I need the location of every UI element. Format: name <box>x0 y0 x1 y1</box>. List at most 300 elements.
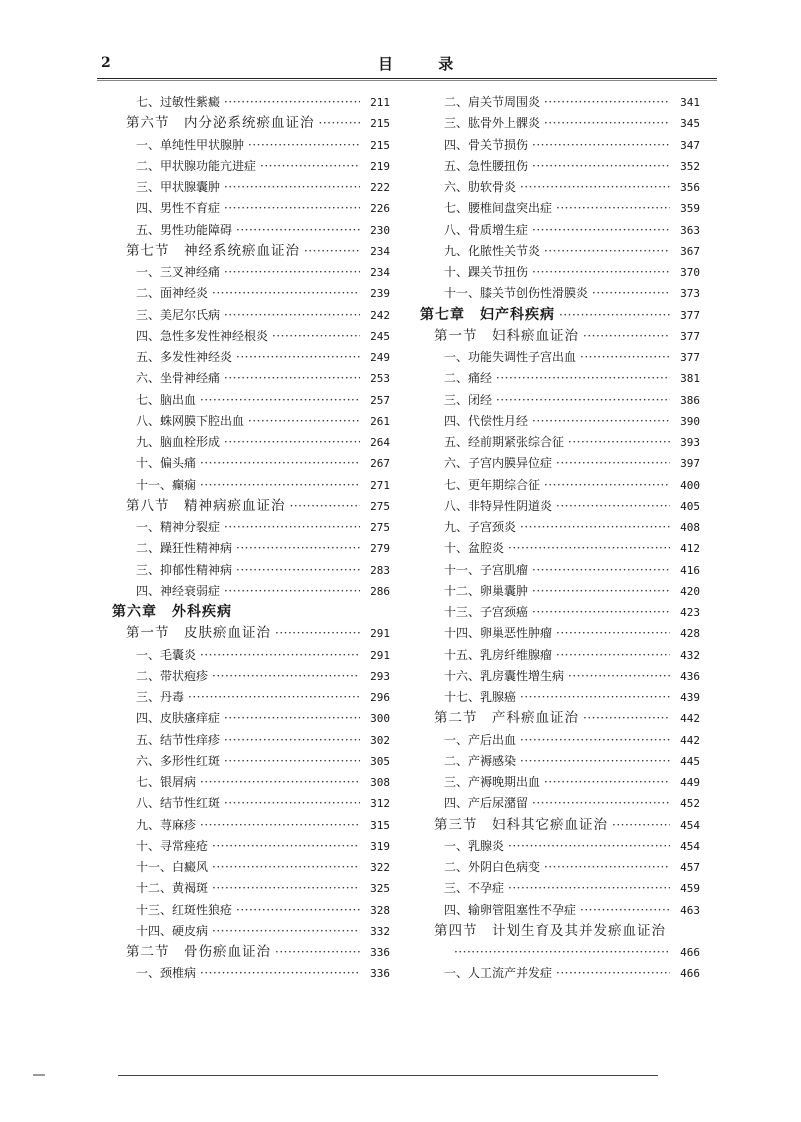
toc-entry-page: 442 <box>680 733 700 747</box>
toc-entry-page: 328 <box>370 903 390 917</box>
toc-section <box>434 710 700 727</box>
toc-entry-title: 三、抑郁性精神病 <box>136 562 233 577</box>
leader-dots <box>188 689 360 705</box>
leader-dots <box>275 625 360 641</box>
toc-entry-page: 367 <box>680 244 700 258</box>
toc-entry-title: 七、更年期综合征 <box>444 477 541 492</box>
toc-entry <box>136 328 390 345</box>
toc-entry-page: 291 <box>370 627 390 641</box>
toc-entry-page: 442 <box>680 712 700 726</box>
toc-entry-title: 三、产褥晚期出血 <box>444 775 541 789</box>
toc-entry <box>444 965 700 982</box>
toc-entry <box>444 498 700 515</box>
toc-entry <box>136 753 390 770</box>
toc-entry-title: 六、多形性红斑 <box>136 753 221 768</box>
leader-dots <box>556 200 670 216</box>
toc-entry <box>136 902 390 919</box>
toc-entry-title: 十二、黄褐斑 <box>136 881 209 896</box>
toc-entry <box>136 838 390 855</box>
toc-entry <box>136 859 390 876</box>
toc-entry-title: 一、单纯性甲状腺肿 <box>136 137 245 152</box>
toc-entry <box>136 668 390 685</box>
toc-entry-title: 十三、红斑性狼疮 <box>136 902 233 917</box>
toc-entry-title: 七、腰椎间盘突出症 <box>444 201 553 216</box>
toc-entry-page: 300 <box>370 712 390 726</box>
toc-entry-title: 十二、卵巢囊肿 <box>444 583 529 598</box>
toc-entry <box>444 795 700 812</box>
toc-entry-title: 二、痛经 <box>444 371 493 386</box>
toc-entry <box>444 243 700 260</box>
leader-dots <box>248 137 360 153</box>
leader-dots <box>520 689 670 705</box>
toc-entry <box>136 732 390 749</box>
header-rule <box>97 78 717 79</box>
toc-entry-page: 242 <box>370 308 390 322</box>
toc-entry <box>136 689 390 706</box>
toc-entry-title: 第六节 内分泌系统瘀血证治 <box>126 115 315 132</box>
toc-entry <box>136 285 390 302</box>
toc-entry-page: 239 <box>370 287 390 301</box>
toc-entry-title: 四、神经衰弱症 <box>136 583 221 598</box>
toc-entry-page: 454 <box>680 818 700 832</box>
leader-dots <box>532 413 670 429</box>
toc-entry-page: 215 <box>370 138 390 152</box>
toc-entry-page: 405 <box>680 499 700 513</box>
toc-entry-page: 463 <box>680 903 700 917</box>
toc-entry-title: 十六、乳房囊性增生病 <box>444 668 565 683</box>
toc-entry-page: 466 <box>680 967 700 981</box>
toc-entry-title: 第一节 皮肤瘀血证治 <box>126 625 271 642</box>
leader-dots <box>224 264 360 280</box>
toc-entry-title: 第二节 骨伤瘀血证治 <box>126 944 271 960</box>
toc-entry-page: 219 <box>370 159 390 173</box>
page-title: 目 录 <box>378 55 474 73</box>
leader-dots <box>520 519 670 535</box>
toc-entry-title: 七、银屑病 <box>136 775 197 789</box>
toc-entry-page: 408 <box>680 521 700 534</box>
toc-entry <box>444 647 700 664</box>
leader-dots <box>224 94 360 110</box>
toc-entry <box>444 880 700 897</box>
toc-entry-title: 八、非特异性阴道炎 <box>444 498 553 513</box>
toc-entry-page: 222 <box>370 181 390 194</box>
toc-chapter <box>420 307 700 324</box>
toc-entry-page: 452 <box>680 797 700 811</box>
toc-entry <box>450 944 700 961</box>
toc-entry <box>444 285 700 302</box>
toc-entry-title: 一、功能失调性子宫出血 <box>444 350 577 364</box>
toc-entry-title: 十一、子宫肌瘤 <box>444 562 529 577</box>
toc-section <box>434 817 700 834</box>
toc-section <box>126 115 390 132</box>
leader-dots <box>236 222 360 238</box>
toc-entry <box>136 519 390 536</box>
toc-entry-title: 十四、硬皮病 <box>136 923 209 938</box>
toc-entry-page: 264 <box>370 436 390 449</box>
toc-entry-page: 261 <box>370 414 390 428</box>
toc-chapter <box>112 604 390 620</box>
toc-entry-page: 377 <box>680 308 700 322</box>
toc-entry-page: 253 <box>370 372 390 386</box>
leader-dots <box>544 115 670 131</box>
toc-entry <box>444 732 700 749</box>
leader-dots <box>454 944 670 960</box>
toc-entry <box>444 774 700 791</box>
footer-rule <box>118 1075 658 1076</box>
leader-dots <box>200 647 360 663</box>
toc-entry-page: 296 <box>370 691 390 704</box>
toc-entry <box>444 668 700 685</box>
toc-entry <box>444 200 700 217</box>
leader-dots <box>200 477 360 493</box>
toc-entry-page: 283 <box>370 563 390 577</box>
header-rule-secondary <box>97 80 717 81</box>
toc-entry-page: 293 <box>370 669 390 683</box>
toc-entry-page: 356 <box>680 181 700 194</box>
toc-section <box>126 625 390 642</box>
toc-entry-page: 319 <box>370 839 390 853</box>
toc-entry-page: 249 <box>370 351 390 364</box>
toc-entry-page: 457 <box>680 861 700 874</box>
leader-dots <box>556 625 670 641</box>
toc-entry-title: 八、蛛网膜下腔出血 <box>136 413 245 428</box>
toc-entry-title: 四、产后尿潴留 <box>444 796 529 811</box>
toc-entry <box>444 434 700 451</box>
toc-entry-page: 381 <box>680 372 700 386</box>
toc-entry <box>136 94 390 111</box>
toc-entry-title: 第三节 妇科其它瘀血证治 <box>434 816 608 833</box>
toc-entry <box>444 349 700 366</box>
toc-entry-page: 230 <box>370 223 390 237</box>
toc-entry-title: 第一节 妇科瘀血证治 <box>434 327 579 344</box>
toc-entry-title: 二、甲状腺功能亢进症 <box>136 158 257 173</box>
toc-entry-page: 305 <box>370 754 390 768</box>
leader-dots <box>580 902 670 918</box>
toc-entry-page: 325 <box>370 882 390 896</box>
toc-entry-title: 六、子宫内膜异位症 <box>444 456 553 471</box>
toc-entry <box>444 455 700 472</box>
toc-entry-page: 454 <box>680 839 700 853</box>
toc-entry <box>444 222 700 239</box>
leader-dots <box>275 944 360 960</box>
leader-dots <box>224 307 360 323</box>
toc-entry <box>444 625 700 642</box>
toc-entry-page: 359 <box>680 202 700 216</box>
leader-dots <box>212 923 360 939</box>
leader-dots <box>583 328 670 344</box>
toc-entry-title: 第七节 神经系统瘀血证治 <box>126 242 300 259</box>
toc-entry-title: 八、结节性红斑 <box>136 796 221 811</box>
leader-dots <box>544 94 670 110</box>
leader-dots <box>224 753 360 769</box>
toc-entry-title: 第八节 精神病瘀血证治 <box>126 497 286 514</box>
toc-entry <box>136 562 390 579</box>
leader-dots <box>224 583 360 599</box>
toc-entry <box>136 158 390 175</box>
leader-dots <box>532 264 670 280</box>
leader-dots <box>200 774 360 790</box>
toc-entry <box>444 540 700 557</box>
leader-dots <box>520 753 670 769</box>
toc-entry-title: 一、精神分裂症 <box>136 520 221 534</box>
toc-entry-title: 九、子宫颈炎 <box>444 520 517 534</box>
footer-mark <box>33 1074 45 1076</box>
toc-entry-title: 九、脑血栓形成 <box>136 435 221 449</box>
toc-entry <box>136 540 390 557</box>
leader-dots <box>532 222 670 238</box>
toc-entry-page: 459 <box>680 882 700 896</box>
toc-entry-page: 341 <box>680 96 700 109</box>
leader-dots <box>236 562 360 578</box>
leader-dots <box>224 710 360 726</box>
leader-dots <box>532 562 670 578</box>
toc-entry-title: 八、骨质增生症 <box>444 222 529 237</box>
leader-dots <box>508 540 670 556</box>
toc-entry-title: 四、皮肤瘙痒症 <box>136 711 221 726</box>
toc-entry-title: 十一、膝关节创伤性滑膜炎 <box>444 286 589 301</box>
toc-entry <box>444 158 700 175</box>
leader-dots <box>496 370 670 386</box>
toc-entry <box>444 392 700 409</box>
toc-entry-title: 五、男性功能障碍 <box>136 222 233 237</box>
toc-entry-page: 271 <box>370 478 390 492</box>
toc-entry-title: 五、经前期紧张综合征 <box>444 435 565 449</box>
toc-entry-title: 十一、白癜风 <box>136 860 209 874</box>
toc-entry-title: 第四节 计划生育及其并发瘀血证治 <box>434 922 666 939</box>
leader-dots <box>559 307 670 323</box>
toc-entry <box>444 137 700 154</box>
toc-entry-page: 211 <box>370 96 390 109</box>
leader-dots <box>532 583 670 599</box>
toc-entry <box>444 859 700 876</box>
toc-entry-page: 400 <box>680 478 700 492</box>
toc-entry-title: 十四、卵巢恶性肿瘤 <box>444 626 553 641</box>
leader-dots <box>532 604 670 620</box>
toc-entry-title: 一、三叉神经痛 <box>136 265 221 279</box>
toc-entry-page: 336 <box>370 967 390 981</box>
toc-entry-title: 九、化脓性关节炎 <box>444 243 541 258</box>
leader-dots <box>236 540 360 556</box>
toc-entry-title: 十三、子宫颈癌 <box>444 605 529 619</box>
toc-entry-page: 267 <box>370 457 390 471</box>
toc-entry-page: 428 <box>680 627 700 641</box>
toc-entry-page: 275 <box>370 499 390 513</box>
leader-dots <box>556 965 670 981</box>
toc-entry <box>136 137 390 154</box>
leader-dots <box>212 859 360 875</box>
leader-dots <box>556 455 670 471</box>
toc-entry-page: 390 <box>680 414 700 428</box>
toc-entry <box>136 413 390 430</box>
leader-dots <box>224 732 360 748</box>
toc-entry-page: 245 <box>370 329 390 343</box>
leader-dots <box>200 965 360 981</box>
toc-entry-page: 397 <box>680 457 700 471</box>
leader-dots <box>532 795 670 811</box>
leader-dots <box>319 115 361 131</box>
toc-entry-title: 第七章 妇产科疾病 <box>420 306 555 323</box>
toc-entry <box>136 370 390 387</box>
toc-entry-title: 七、脑出血 <box>136 392 197 407</box>
toc-entry-title: 三、甲状腺囊肿 <box>136 180 221 194</box>
toc-entry <box>444 477 700 494</box>
toc-entry-page: 215 <box>370 117 390 131</box>
leader-dots <box>580 349 670 365</box>
toc-entry <box>444 604 700 621</box>
leader-dots <box>212 668 360 684</box>
toc-entry <box>136 965 390 982</box>
toc-entry-title: 七、过敏性紫癜 <box>136 95 221 109</box>
toc-entry <box>444 583 700 600</box>
leader-dots <box>224 434 360 450</box>
toc-entry <box>136 392 390 409</box>
toc-entry <box>444 519 700 536</box>
toc-entry-page: 279 <box>370 542 390 556</box>
toc-entry-title: 第六章 外科疾病 <box>112 604 232 620</box>
toc-entry <box>444 689 700 706</box>
page-number: 2 <box>101 55 111 71</box>
toc-entry <box>136 774 390 791</box>
leader-dots <box>224 795 360 811</box>
toc-entry-title: 九、荨麻疹 <box>136 817 197 832</box>
toc-entry <box>136 349 390 366</box>
leader-dots <box>520 732 670 748</box>
toc-entry-title: 二、面神经炎 <box>136 286 209 301</box>
toc-entry-title: 五、急性腰扭伤 <box>444 158 529 173</box>
toc-entry-page: 412 <box>680 542 700 556</box>
leader-dots <box>520 179 670 195</box>
leader-dots <box>556 647 670 663</box>
toc-entry <box>136 307 390 324</box>
toc-entry-title: 二、带状疱疹 <box>136 668 209 683</box>
leader-dots <box>212 838 360 854</box>
toc-entry-title: 十、寻常痤疮 <box>136 838 209 853</box>
leader-dots <box>236 349 360 365</box>
toc-entry-title: 五、结节性痒疹 <box>136 732 221 747</box>
leader-dots <box>544 774 670 790</box>
toc-entry-page: 377 <box>680 329 700 343</box>
leader-dots <box>568 434 670 450</box>
toc-entry <box>136 647 390 664</box>
toc-entry-title: 二、外阴白色病变 <box>444 860 541 874</box>
toc-entry-title: 一、毛囊炎 <box>136 647 197 662</box>
toc-entry-page: 291 <box>370 648 390 662</box>
toc-entry-page: 332 <box>370 924 390 938</box>
toc-entry-title: 十、盆腔炎 <box>444 541 505 556</box>
toc-section <box>126 243 390 260</box>
toc-entry-page: 312 <box>370 797 390 811</box>
leader-dots <box>224 370 360 386</box>
toc-entry-title: 三、闭经 <box>444 392 493 407</box>
toc-entry-title: 三、丹毒 <box>136 690 185 704</box>
leader-dots <box>304 243 360 259</box>
toc-entry <box>444 370 700 387</box>
toc-entry <box>444 264 700 281</box>
toc-entry <box>136 179 390 196</box>
leader-dots <box>612 817 670 833</box>
toc-entry-title: 三、美尼尔氏病 <box>136 307 221 322</box>
toc-entry-title: 五、多发性神经炎 <box>136 350 233 364</box>
toc-entry-page: 315 <box>370 818 390 832</box>
toc-entry <box>444 902 700 919</box>
leader-dots <box>544 243 670 259</box>
toc-entry <box>136 200 390 217</box>
toc-entry-page: 393 <box>680 436 700 449</box>
leader-dots <box>568 668 670 684</box>
toc-entry <box>136 583 390 600</box>
leader-dots <box>592 285 670 301</box>
toc-entry-page: 363 <box>680 223 700 237</box>
toc-entry <box>136 264 390 281</box>
toc-entry-title: 第二节 产科瘀血证治 <box>434 710 579 727</box>
leader-dots <box>236 902 360 918</box>
toc-entry-page: 423 <box>680 606 700 619</box>
toc-entry-page: 336 <box>370 946 390 959</box>
toc-entry-page: 377 <box>680 351 700 364</box>
leader-dots <box>224 179 360 195</box>
toc-entry-title: 六、肋软骨炎 <box>444 180 517 194</box>
toc-entry-page: 347 <box>680 138 700 152</box>
toc-entry <box>444 413 700 430</box>
toc-entry-page: 302 <box>370 733 390 747</box>
toc-entry-title: 一、人工流产并发症 <box>444 966 553 981</box>
toc-entry <box>136 817 390 834</box>
leader-dots <box>496 392 670 408</box>
toc-entry <box>444 115 700 132</box>
toc-entry-page: 373 <box>680 287 700 301</box>
toc-entry-page: 370 <box>680 266 700 279</box>
leader-dots <box>212 880 360 896</box>
toc-entry-page: 226 <box>370 202 390 216</box>
toc-entry-page: 432 <box>680 648 700 662</box>
toc-entry-page: 257 <box>370 393 390 407</box>
toc-entry-title: 十、偏头痛 <box>136 456 197 471</box>
toc-entry-title: 二、产褥感染 <box>444 753 517 768</box>
leader-dots <box>544 477 670 493</box>
leader-dots <box>583 710 670 726</box>
toc-entry <box>136 923 390 940</box>
leader-dots <box>556 498 670 514</box>
toc-entry-title: 十、踝关节扭伤 <box>444 265 529 279</box>
toc-section <box>126 498 390 515</box>
toc-entry <box>444 838 700 855</box>
leader-dots <box>200 392 360 408</box>
toc-entry-page: 416 <box>680 563 700 577</box>
toc-entry-page: 436 <box>680 669 700 683</box>
toc-entry-title: 四、输卵管阻塞性不孕症 <box>444 902 577 917</box>
toc-entry-title: 二、躁狂性精神病 <box>136 541 233 556</box>
toc-entry-title: 二、肩关节周围炎 <box>444 95 541 109</box>
leader-dots <box>532 158 670 174</box>
toc-entry-title: 四、男性不育症 <box>136 201 221 216</box>
toc-entry-title: 四、代偿性月经 <box>444 413 529 428</box>
toc-entry-title: 一、乳腺炎 <box>444 838 505 853</box>
toc-section <box>126 944 390 961</box>
toc-entry-title: 四、骨关节损伤 <box>444 137 529 152</box>
leader-dots <box>248 413 360 429</box>
leader-dots <box>532 137 670 153</box>
toc-entry-title: 十五、乳房纤维腺瘤 <box>444 647 553 662</box>
toc-entry-page: 308 <box>370 776 390 789</box>
toc-entry-title: 四、急性多发性神经根炎 <box>136 328 269 343</box>
toc-entry-page: 439 <box>680 691 700 704</box>
leader-dots <box>200 817 360 833</box>
toc-section <box>434 328 700 345</box>
toc-entry-title: 一、颈椎病 <box>136 966 197 981</box>
toc-entry <box>136 880 390 897</box>
toc-entry-page: 322 <box>370 861 390 874</box>
leader-dots <box>290 498 361 514</box>
